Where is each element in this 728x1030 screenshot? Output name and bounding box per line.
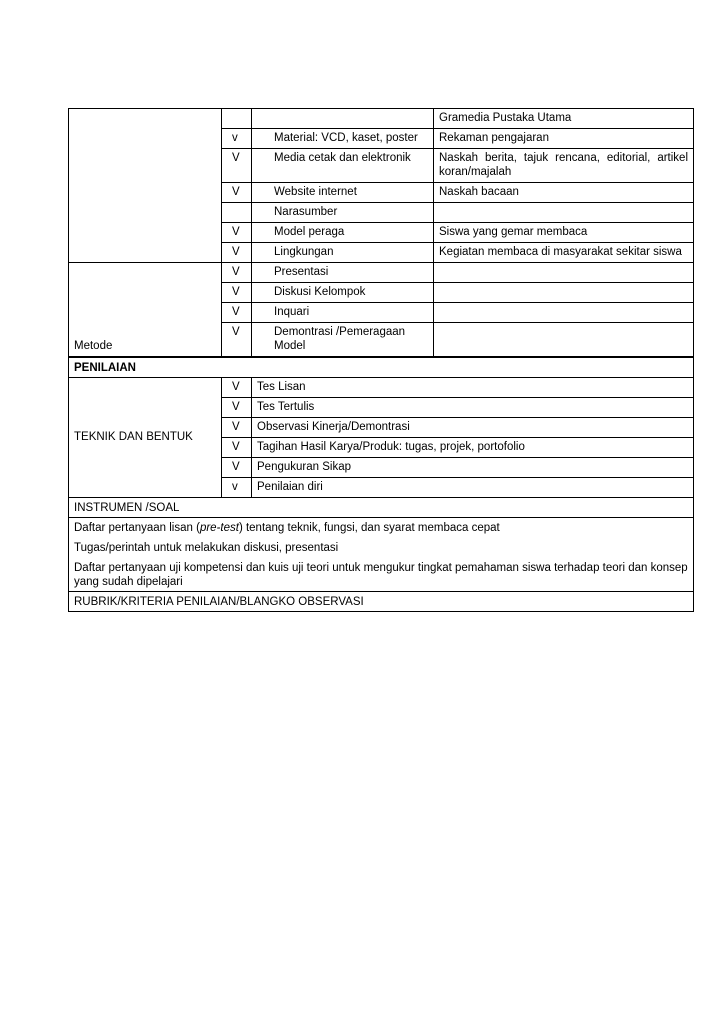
penilaian-heading: PENILAIAN [69,358,694,378]
table-row [69,592,694,612]
check-cell: V [222,243,252,263]
empty-cell [434,283,694,303]
check-cell: V [222,323,252,357]
instrumen-line-text: ) tentang teknik, fungsi, dan syarat membaca cepat [238,522,500,534]
instrumen-list [69,518,694,592]
teknik-label: TEKNIK DAN BENTUK [69,378,222,498]
check-cell: V [222,438,252,458]
check-cell: V [222,263,252,283]
check-cell: v [222,129,252,149]
empty-cell [434,323,694,357]
assessment-document [68,108,693,612]
check-cell: v [222,478,252,498]
source-cell [434,203,694,223]
check-cell [222,109,252,129]
empty-cell [434,263,694,283]
metode-label: Metode [69,263,222,357]
table-row [69,498,694,518]
teknik-item: Observasi Kinerja/Demontrasi [252,418,694,438]
teknik-item: Penilaian diri [252,478,694,498]
tool-cell: Lingkungan [252,243,434,263]
tool-cell: Model peraga [252,223,434,243]
check-cell: V [222,418,252,438]
source-cell: Gramedia Pustaka Utama [434,109,694,129]
check-cell: V [222,223,252,243]
source-cell: Kegiatan membaca di masyarakat sekitar siswa [434,243,694,263]
check-cell [222,203,252,223]
instrumen-line: Daftar pertanyaan uji kompetensi dan kuis uji teori untuk mengukur tingkat pemahaman siswa terhadap teori dan konsep yang sudah dipelajari [74,562,688,588]
metode-item: Presentasi [252,263,434,283]
instrumen-line [74,521,688,541]
tool-cell: Material: VCD, kaset, poster [252,129,434,149]
teknik-item: Tes Lisan [252,378,694,398]
check-cell: V [222,149,252,183]
media-table [68,108,694,357]
tool-cell [252,109,434,129]
source-cell: Naskah bacaan [434,183,694,203]
table-row [69,109,694,129]
source-cell: Siswa yang gemar membaca [434,223,694,243]
check-cell: V [222,398,252,418]
instrumen-line-text: Daftar pertanyaan lisan ( [74,522,200,534]
table-row [69,518,694,592]
tool-cell: Website internet [252,183,434,203]
source-cell: Naskah berita, tajuk rencana, editorial, artikel koran/majalah [434,149,694,183]
check-cell: V [222,283,252,303]
instrumen-emphasis: pre-test [199,522,239,534]
table-row [69,378,694,398]
penilaian-table [68,357,694,612]
media-label-cell [69,109,222,263]
check-cell: V [222,183,252,203]
metode-item: Demontrasi /Pemeragaan Model [252,323,434,357]
metode-item: Inquari [252,303,434,323]
instrumen-line: Tugas/perintah untuk melakukan diskusi, presentasi [74,542,339,554]
teknik-item: Pengukuran Sikap [252,458,694,478]
source-cell: Rekaman pengajaran [434,129,694,149]
instrumen-heading: INSTRUMEN /SOAL [69,498,694,518]
table-row [69,358,694,378]
check-cell: V [222,303,252,323]
empty-cell [434,303,694,323]
teknik-item: Tes Tertulis [252,398,694,418]
tool-cell: Media cetak dan elektronik [252,149,434,183]
check-cell: V [222,378,252,398]
table-row [69,263,694,283]
check-cell: V [222,458,252,478]
rubrik-heading: RUBRIK/KRITERIA PENILAIAN/BLANGKO OBSERVASI [69,592,694,612]
metode-item: Diskusi Kelompok [252,283,434,303]
teknik-item: Tagihan Hasil Karya/Produk: tugas, projek, portofolio [252,438,694,458]
tool-cell: Narasumber [252,203,434,223]
